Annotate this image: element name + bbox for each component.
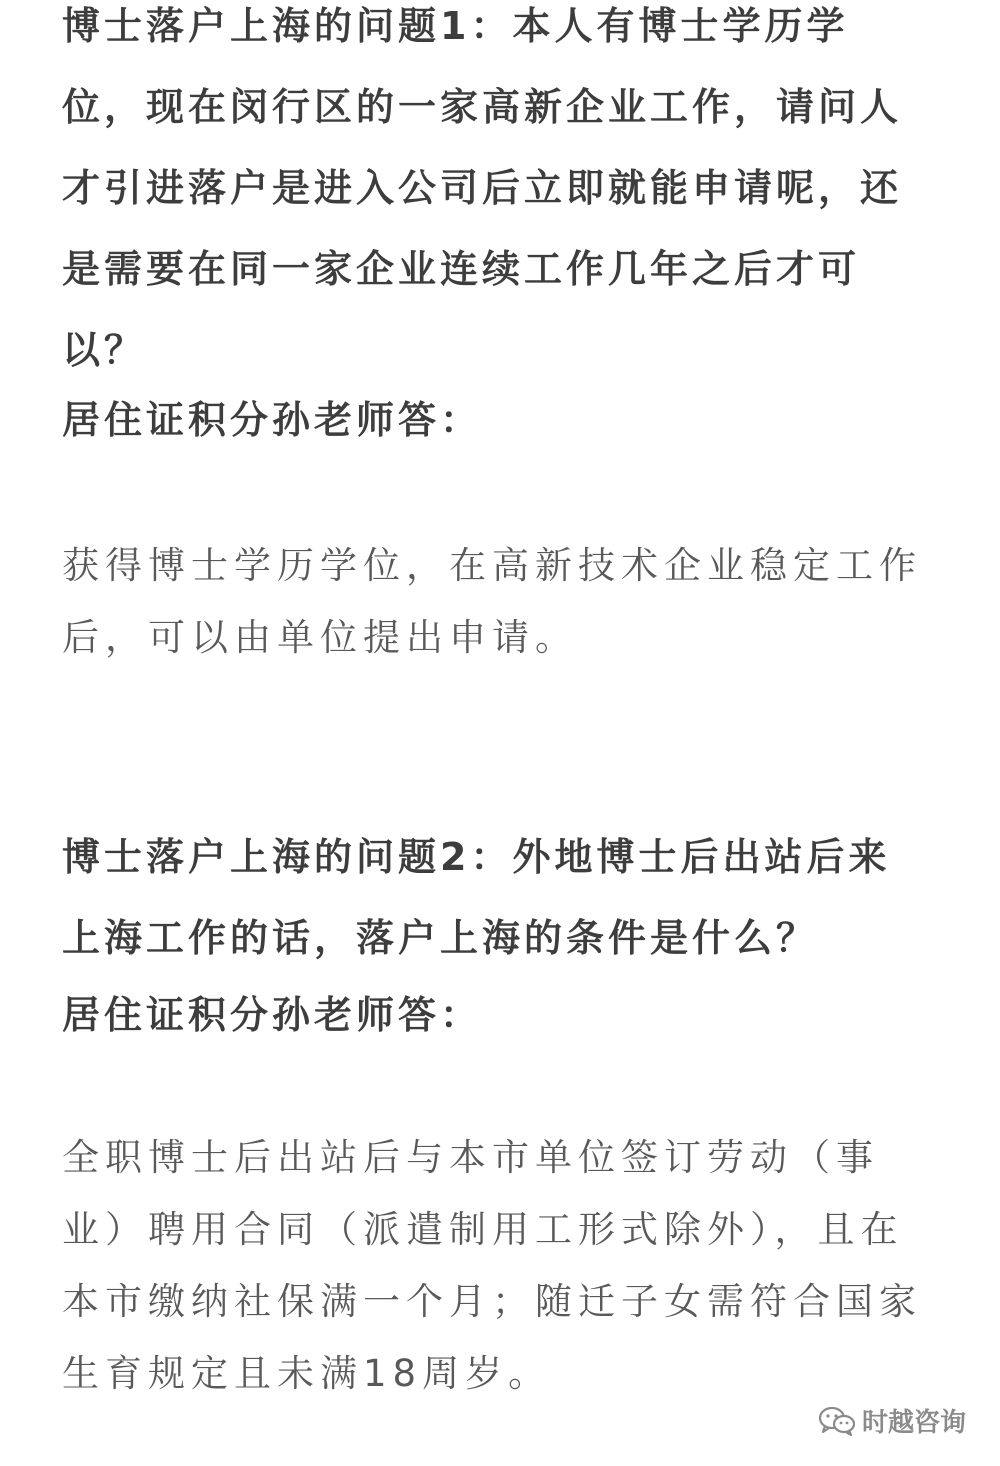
answer-label-2: 居住证积分孙老师答： [62, 993, 483, 1037]
wechat-icon [818, 1405, 856, 1437]
question-2: 博士落户上海的问题2：外地博士后出站后来上海工作的话，落户上海的条件是什么？ [62, 835, 891, 960]
answer-label-1: 居住证积分孙老师答： [62, 398, 483, 442]
answer-1: 获得博士学历学位，在高新技术企业稳定工作后，可以由单位提出申请。 [62, 544, 922, 659]
watermark-text: 时越咨询 [861, 1408, 966, 1438]
watermark [818, 1402, 966, 1439]
question-1: 博士落户上海的问题1：本人有博士学历学位，现在闵行区的一家高新企业工作，请问人才引进落户是进入公司后立即就能申请呢，还是需要在同一家企业连续工作几年之后才可以？ [62, 4, 903, 372]
answer-2: 全职博士后出站后与本市单位签订劳动（事业）聘用合同（派遣制用工形式除外），且在本市缴纳社保满一个月；随迁子女需符合国家生育规定且未满18周岁。 [62, 1136, 922, 1395]
